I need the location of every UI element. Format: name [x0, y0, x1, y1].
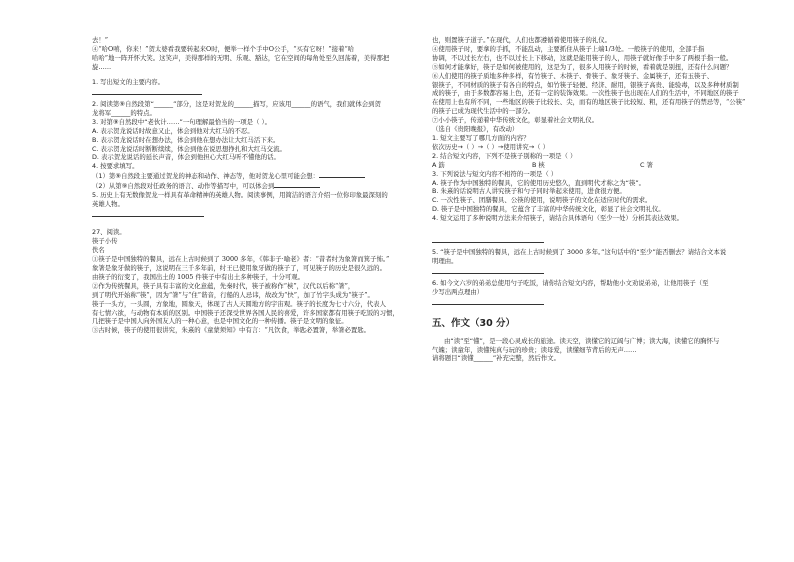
article-line: ②作为传统餐具，筷子具有丰富的文化意蕴，先秦时代，筷子被称作“梜”，汉代以后称“箸”，	[92, 281, 355, 290]
question-5: 5. 历史上有无数像贺龙一样具有革命精神的英雄人物。阅读事例，用简洁的语言介绍一位你印象最深刻的	[92, 191, 388, 200]
story-line: 哈哈”地一阵开怀大笑。这笑声，美得那样的无明、乐观、豁达，它在空间的每角处至久回荡着，美得那把	[92, 53, 390, 62]
question-3-option-c[interactable]: C. 一次性筷子、团膳餐具、公筷的使用，说明筷子的文化在适应时代的需求。	[432, 196, 652, 205]
answer-line[interactable]	[432, 273, 544, 274]
article-line: ⑥人们使用的筷子质地多种多样，有竹筷子、木筷子、骨筷子、象牙筷子、金属筷子，还有玉筷子、	[432, 71, 714, 80]
question-2: 2. 阅读第⑨自然段第“______”部分，这是对贺龙的______描写，应该用______的语气，我们就体会到贺	[92, 100, 381, 109]
question-5-cont: 英雄人物。	[92, 200, 124, 208]
question-4-part-2	[92, 181, 426, 191]
question-6-cont: 少写出两点理由）	[432, 287, 484, 296]
article-line: 到了明代开始称“筷”，因为“箸”与“住”谐音，行船的人忌讳，故改为“快”，加了竹字头成为“筷子”。	[92, 290, 374, 299]
section-27-heading: 27、阅读。	[92, 228, 126, 237]
composition-instruction: 请将题目“读懂______”补充完整，然后作文。	[432, 354, 561, 363]
question-4-part-1-text: （1）第⑨自然段主要通过贺龙的神态和动作、神态等，他对贺龙心里可能会想：	[92, 172, 320, 181]
answer-blank[interactable]	[319, 171, 365, 178]
article-title: 筷子小传	[92, 237, 118, 246]
answer-line[interactable]	[432, 304, 544, 305]
question-5: 5. “筷子是中国独特的餐具，远在上古时候到了 3000 多年。”这句话中的“至少”能否删去？请结合文本说	[432, 248, 727, 257]
question-4: 4. 短文运用了多种说明方法来介绍筷子，请结合具体语句（至少一处）分析其表达效果。	[432, 214, 683, 223]
article-line: 几把筷子是中国人向外国友人的一种心意，也是中国文化的一种传播。筷子是文明的象征。	[92, 317, 348, 326]
option-a[interactable]: A 筯	[432, 160, 445, 169]
question-3: 3. 对第⑨自然段中“老伙计……”一句理解最恰当的一项是（ ）。	[92, 117, 272, 126]
question-4-part-2-text: （2）从第⑨自然段对任政务的语言、动作等描写中，可以体会到	[92, 182, 275, 191]
article-line: ⑤如何才能拿好，筷子是如何被使用的，这是为了，很多人用筷子的时候，看着就是别扭，还有什么问题？	[432, 62, 733, 71]
article-line: 在使用上也有所不同，一些地区的筷子比较长、尖，而有的地区筷子比较短、粗，还有用筷子的禁忌等，“公筷”	[432, 98, 746, 107]
left-column	[92, 36, 426, 335]
question-1: 1. 短文主要写了哪几方面的内容？	[432, 133, 530, 142]
article-line: ③古时候，筷子的使用很讲究，朱熹的《童蒙须知》中有言：“凡饮食，举匙必置箸，举箸必置匙。	[92, 326, 371, 335]
article-line: ①筷子是中国独特的餐具，远在上古时候到了 3000 多年，《韩非子·喻老》者：“昔者纣为象箸而箕子怖。”	[92, 255, 390, 264]
article-line: 协调，不以过长左右，也不以过长上下移动，这就是能用筷子的人，用筷子就好像手中多了两根手指一般。	[432, 53, 733, 62]
question-1: 1. 写出短文的主要内容。	[92, 78, 165, 87]
composition-prompt: 气魄；读童年，读懂纯真与玩的珍贵；读母爱，读懂细节背后的无声……	[432, 345, 637, 354]
article-line: 有七情六欲，与动物有本质的区别。中国筷子还深受世界各国人民的喜爱，许多国家都有用筷子吃饭的习惯，	[92, 308, 399, 317]
answer-line[interactable]	[432, 242, 544, 243]
right-column	[432, 36, 766, 363]
option-c[interactable]: C 箸	[640, 160, 653, 169]
question-4-part-1	[92, 171, 426, 181]
question-6: 6. 如今文六岁的弟弟总使用勺子吃饭，请你结合短文内容，帮助他小文劝说弟弟，让他用筷子（至	[432, 278, 709, 287]
question-3-option-c[interactable]: C. 表示贺龙说话时断断续续，体会到他在说思想挣扎和大红马交流。	[92, 144, 286, 153]
story-line: ④“哈O嘻，你来！”贺太婆看我要转起来O时，便举一样个手中O公手，“买有它呀！”接着“哈	[92, 44, 355, 53]
answer-line[interactable]	[92, 216, 204, 217]
answer-blank[interactable]	[274, 181, 320, 188]
question-2-options	[432, 161, 766, 170]
article-author: 佚名	[92, 246, 105, 255]
story-line: 旋……	[92, 62, 112, 71]
article-line: 由筷子的衍变了，我国出土的 1005 件筷子中有出土多种筷子，十分可观。	[92, 272, 305, 281]
article-line: 筷子一头方，一头圆，方象地，圆象天，体现了古人天圆地方的宇宙观。筷子的长度为七寸六分，代表人	[92, 299, 386, 308]
answer-line[interactable]	[92, 94, 202, 95]
article-line: 也，则置筷子道子。”在现代，人们也都遵循着使用筷子的礼仪。	[432, 36, 612, 44]
article-source: （选自《贵阳晚报》，有改动）	[432, 125, 519, 134]
question-5-cont: 明理由。	[432, 256, 458, 265]
question-2: 2. 结合短文内容，下列不是筷子别称的一项是（ ）	[432, 151, 577, 160]
article-line: ④使用筷子时，要拿的手抓，不能乱动，主要抓住从筷子上端1/3处。一般筷子的使用，全部手指	[432, 44, 705, 53]
question-3: 3. 下列说法与短文内容不相符的一项是（ ）	[432, 169, 558, 178]
article-line: 银筷子，不同材质的筷子有各自的特点，如竹筷子轻便、经济、耐用，银筷子高贵、能验毒，以及多种材质制	[432, 80, 739, 89]
article-line: 象箸是象牙做的筷子，这说明在三千多年前，纣王已使用象牙做的筷子了，可见筷子的历史是很久远的。	[92, 264, 386, 273]
section-5-heading: 五、作文（30 分）	[432, 318, 516, 330]
question-3-option-a[interactable]: A. 筷子作为中国独特的餐具，它的使用历史悠久，直到明代才称之为“筷”。	[432, 178, 646, 187]
question-4: 4. 按要求填写。	[92, 162, 139, 171]
question-3-option-b[interactable]: B. 朱熹的话说明古人讲究筷子和勺子同时举起来使用，进食很方便。	[432, 187, 626, 196]
composition-prompt: 由“读”至“懂”，是一段心灵成长的旅途。读天空，读懂它的辽阔与广博；读大海，读懂它的胸怀与	[444, 336, 720, 345]
question-2-cont: 龙将军______的特点。	[92, 108, 156, 117]
article-line: 的筷子已成为现代生活中的一部分。	[432, 107, 535, 116]
question-1-flow[interactable]: 依次历史→（ ）→（ ）→使用讲究→（ ）	[432, 142, 549, 151]
option-b[interactable]: B 梜	[532, 160, 545, 169]
question-3-option-d[interactable]: D. 表示贺龙说话的延长声音，体会到他担心大红马听不懂他的话。	[92, 153, 280, 162]
article-line: 成的筷子，由于多数都容易上色，还有一定的装饰效果。一次性筷子也出现在人们的生活中，不同地区的筷子	[432, 89, 739, 98]
question-3-option-b[interactable]: B. 表示贺龙说话时在想办法，体会到他在想办法让大红马活下来。	[92, 135, 280, 144]
question-3-option-d[interactable]: D. 筷子是中国独特的餐具，它蕴含了丰富的中华传统文化，彰显了社会文明礼仪。	[432, 205, 665, 214]
article-line: ⑦小小筷子，传递着中华传统文化，彰显着社会文明礼仪。	[432, 116, 599, 125]
question-3-option-a[interactable]: A. 表示贺龙说话时故意又止，体会到他对大红马的不忍。	[92, 126, 254, 135]
story-line: 去！”	[92, 36, 109, 44]
